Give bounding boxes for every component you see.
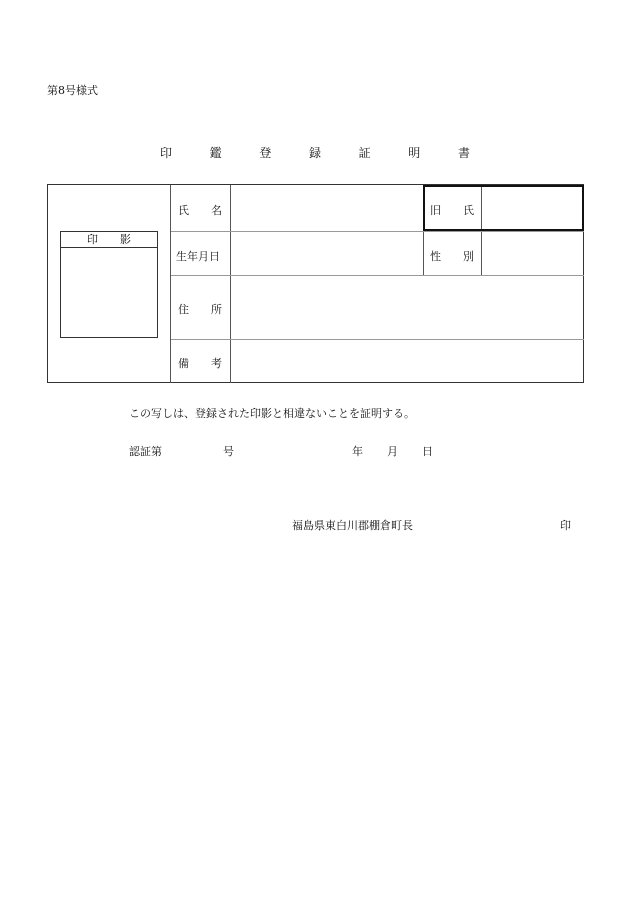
label-char: 住 <box>178 303 189 316</box>
document-title <box>160 144 470 161</box>
remarks-label <box>178 355 222 371</box>
sex-label <box>430 248 474 264</box>
divider <box>171 339 584 340</box>
seal-label-char: 影 <box>120 233 131 246</box>
dob-label: 生年月日 <box>176 250 220 263</box>
cert-number-suffix: 号 <box>223 445 234 458</box>
former-name-label <box>430 202 474 218</box>
divider <box>170 185 171 383</box>
divider <box>423 231 424 275</box>
label-char: 考 <box>211 357 222 370</box>
title-char: 証 <box>358 146 371 160</box>
label-char: 旧 <box>430 204 441 217</box>
title-char: 明 <box>408 146 421 160</box>
title-char: 書 <box>457 146 470 160</box>
label-char: 氏 <box>463 204 474 217</box>
issuer-seal: 印 <box>560 519 571 532</box>
form-number: 第8号様式 <box>47 84 98 97</box>
seal-impression-box <box>60 231 158 338</box>
certification-text: この写しは、登録された印影と相違ないことを証明する。 <box>129 407 415 420</box>
issuer-name: 福島県東白川郡棚倉町長 <box>292 519 413 532</box>
cert-day: 日 <box>422 445 433 458</box>
title-char: 印 <box>160 146 173 160</box>
title-char: 録 <box>308 146 321 160</box>
seal-label-char: 印 <box>87 233 98 246</box>
title-char: 登 <box>259 146 272 160</box>
label-char: 所 <box>211 303 222 316</box>
label-char: 備 <box>178 357 189 370</box>
address-label <box>178 301 222 317</box>
title-char: 鑑 <box>209 146 222 160</box>
label-char: 別 <box>463 250 474 263</box>
cert-year: 年 <box>352 445 363 458</box>
divider <box>230 185 231 383</box>
label-char: 氏 <box>178 204 189 217</box>
cert-number-prefix: 認証第 <box>129 445 162 458</box>
divider <box>171 231 584 232</box>
name-label <box>178 202 222 218</box>
cert-month: 月 <box>387 445 398 458</box>
label-char: 性 <box>430 250 441 263</box>
divider <box>171 275 584 276</box>
seal-impression-label <box>61 232 157 248</box>
label-char: 名 <box>211 204 222 217</box>
